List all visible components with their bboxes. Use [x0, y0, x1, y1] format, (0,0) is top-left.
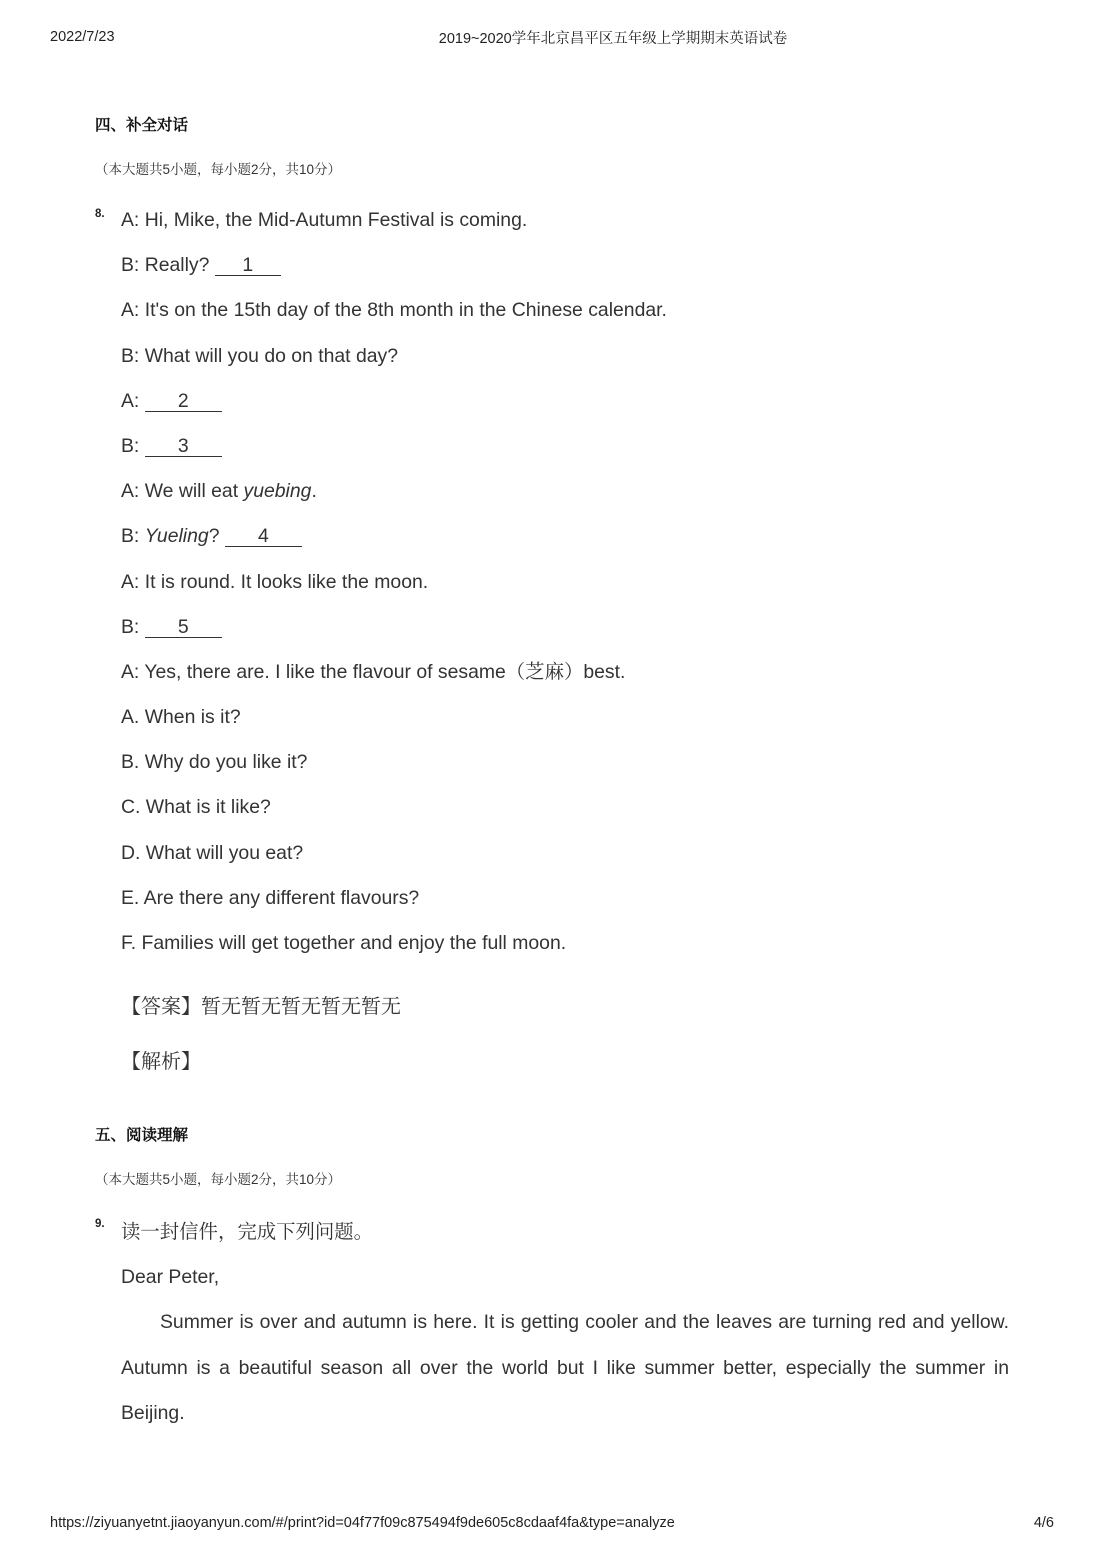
dialogue-text: B:	[121, 615, 145, 638]
dialogue-line	[121, 198, 1021, 243]
section-note: （本大题共5小题，每小题2分，共10分）	[95, 1172, 342, 1187]
dialogue-text: B:	[121, 525, 145, 548]
answer-label: 【答案】	[121, 996, 201, 1018]
dialogue-text: B: What will you do on that day?	[121, 344, 399, 367]
dialogue-line	[121, 469, 1021, 514]
dialogue-line	[121, 560, 1021, 605]
blank-4: 4	[225, 526, 302, 547]
italic-term: yuebing	[243, 480, 312, 503]
section-note: （本大题共5小题，每小题2分，共10分）	[95, 162, 342, 177]
dialogue-text: A: We will eat	[121, 480, 244, 503]
header-title: 2019~2020学年北京昌平区五年级上学期期末英语试卷	[438, 31, 788, 47]
page-number: 4/6	[1033, 1515, 1054, 1531]
header-date: 2022/7/23	[50, 29, 115, 45]
question-instruction: 读一封信件，完成下列问题。	[121, 1221, 374, 1243]
answer-row	[121, 992, 401, 1022]
answer-text: 暂无暂无暂无暂无暂无	[201, 996, 401, 1018]
option-item: B. Why do you like it?	[121, 751, 308, 774]
dialogue-line	[121, 334, 1021, 379]
question-number: 9.	[95, 1218, 105, 1230]
option-item: C. What is it like?	[121, 796, 271, 819]
dialogue-line	[121, 288, 1021, 333]
question-9-body	[121, 1210, 1009, 1436]
dialogue-line	[121, 514, 1021, 559]
paragraph-line: Beijing.	[121, 1401, 185, 1424]
option-item: A. When is it?	[121, 706, 241, 729]
paragraph-line: Summer is over and autumn is here. It is getting cooler and the leaves are turning red and yellow.	[160, 1311, 1009, 1334]
section-heading: 四、补全对话	[95, 117, 189, 134]
question-number: 8.	[95, 208, 105, 220]
dialogue-text: A: Hi, Mike, the Mid-Autumn Festival is coming.	[121, 209, 528, 231]
dialogue-text: ?	[208, 525, 225, 548]
blank-3: 3	[145, 436, 222, 457]
blank-1: 1	[215, 255, 281, 276]
dialogue-text: B: Really?	[121, 254, 215, 277]
letter-salutation: Dear Peter,	[121, 1266, 220, 1289]
dialogue-text: A: It is round. It looks like the moon.	[121, 570, 429, 593]
section-heading: 五、阅读理解	[95, 1127, 189, 1144]
option-item: E. Are there any different flavours?	[121, 886, 420, 909]
dialogue-line	[121, 424, 1021, 469]
analysis-label: 【解析】	[121, 1051, 201, 1073]
dialogue-line	[121, 605, 1021, 650]
dialogue-text: A:	[121, 389, 145, 412]
option-item: D. What will you eat?	[121, 841, 304, 864]
dialogue-text: A: Yes, there are. I like the flavour of sesame（芝麻）best.	[121, 660, 626, 683]
dialogue-text: B:	[121, 434, 145, 457]
dialogue-line	[121, 379, 1021, 424]
footer-url: https://ziyuanyetnt.jiaoyanyun.com/#/print?id=04f77f09c875494f9de605c8cdaaf4fa&type=analyze	[50, 1515, 675, 1531]
blank-5: 5	[145, 617, 222, 638]
italic-term: Yueling	[144, 525, 209, 548]
dialogue-line	[121, 650, 1021, 695]
dialogue-line	[121, 243, 1021, 288]
question-8-body	[121, 198, 1021, 966]
dialogue-text: A: It's on the 15th day of the 8th month in the Chinese calendar.	[121, 299, 667, 322]
paragraph-line: Autumn is a beautiful season all over the world but I like summer better, especially the summer in	[121, 1356, 1009, 1379]
blank-2: 2	[145, 391, 222, 412]
dialogue-text: .	[311, 480, 317, 503]
option-item: F. Families will get together and enjoy the full moon.	[121, 932, 567, 954]
